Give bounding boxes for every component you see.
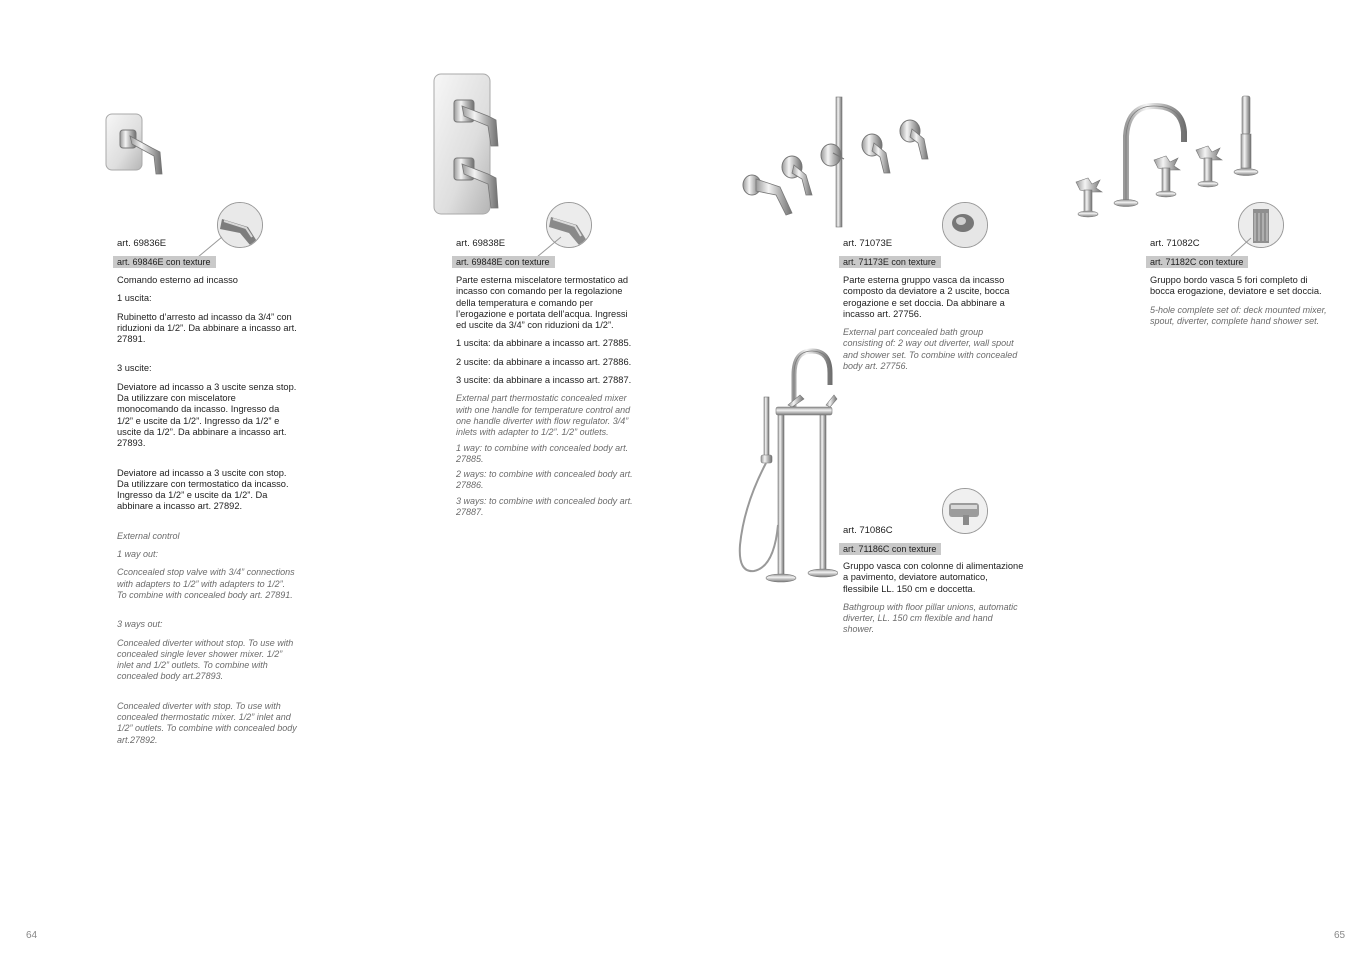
- product-image-71086c: [734, 345, 838, 590]
- texture-detail-icon: [942, 488, 988, 534]
- text-block: Parte esterna gruppo vasca da incasso composto da deviatore a 2 uscite, bocca erogazione e set doccia. Da abbinare a incasso art. 27756.: [843, 275, 1010, 319]
- text-block: Bathgroup with floor pillar unions, automatic diverter, LL. 150 cm flexible and hand shower.: [843, 601, 1018, 635]
- description-it: [843, 561, 1025, 643]
- page-number-left: 64: [26, 930, 38, 941]
- article-number: art. 69838E: [456, 238, 506, 249]
- article-number: art. 71086C: [843, 525, 893, 536]
- text-block: 3 ways: to combine with concealed body art. 27887.: [456, 495, 633, 518]
- text-block: 2 uscite: da abbinare a incasso art. 27886.: [456, 356, 632, 367]
- text-block: Parte esterna miscelatore termostatico ad incasso con comando per la regolazione della temperatura e comando per l’erogazione e portata dell’acqua. Ingressi ed uscite da 3/4” con riduzioni da 1/2”.: [456, 275, 629, 331]
- text-block: 1 uscita: da abbinare a incasso art. 27885.: [456, 338, 632, 349]
- text-block: 1 way: to combine with concealed body art. 27885.: [456, 442, 629, 464]
- text-block: External control: [117, 530, 180, 541]
- description-it: [456, 275, 636, 525]
- text-block: 3 uscite:: [117, 363, 152, 374]
- text-block: Rubinetto d’arresto ad incasso da 3/4” con riduzioni da 1/2”. Da abbinare a incasso art. 27891.: [117, 311, 297, 345]
- text-block: Concealed diverter with stop. To use with concealed thermostatic mixer. 1/2” inlet and 1/2” outlets. To combine with concealed body art.27892.: [117, 700, 297, 745]
- description-it: [1150, 275, 1330, 334]
- text-block: Concealed diverter without stop. To use with concealed single lever shower mixer. 1/2” inlet and 1/2” outlets. To combine with concealed body art.27893.: [117, 637, 294, 682]
- callout-line: [1228, 236, 1254, 258]
- text-block: 2 ways: to combine with concealed body art. 27886.: [456, 469, 633, 491]
- texture-article-badge: art. 71186C con texture: [839, 543, 941, 555]
- article-number: art. 71073E: [843, 238, 893, 249]
- product-image-69836e: [100, 108, 170, 180]
- texture-article-badge: art. 69848E con texture: [452, 256, 555, 268]
- text-block: Gruppo vasca con colonne di alimentazione a pavimento, deviatore automatico, flessibile LL. 150 cm e doccetta.: [843, 561, 1024, 594]
- text-block: 3 ways out:: [117, 619, 163, 630]
- text-block: Gruppo bordo vasca 5 fori completo di bocca erogazione, deviatore e set doccia.: [1150, 275, 1322, 297]
- description-it: [843, 275, 1025, 379]
- text-block: 1 uscita:: [117, 293, 152, 304]
- text-block: Comando esterno ad incasso: [117, 275, 238, 285]
- text-block: 5-hole complete set of: deck mounted mixer, spout, diverter, complete hand shower set.: [1150, 304, 1327, 326]
- texture-article-badge: art. 71173E con texture: [839, 256, 941, 268]
- text-block: Cconcealed stop valve with 3/4” connections with adapters to 1/2” with adapters to 1/2”. To combine with concealed body art. 27891.: [117, 567, 295, 600]
- product-image-71073e: [740, 95, 940, 230]
- description-it: [117, 275, 297, 753]
- text-block: External part concealed bath group consisting of: 2 way out diverter, wall spout and shower set. To combine with concealed body art. 27756.: [843, 327, 1018, 372]
- article-number: art. 69836E: [117, 238, 167, 249]
- texture-article-badge: art. 69846E con texture: [113, 256, 216, 268]
- page-number-right: 65: [1334, 930, 1346, 941]
- text-block: External part thermostatic concealed mixer with one handle for temperature control and one handle diverter with flow regulator. 3/4” inlets with adapter to 1/2”. 1/2” outlets.: [456, 393, 631, 438]
- product-image-71082c: [1068, 92, 1264, 222]
- product-image-69838e: [428, 70, 508, 218]
- text-block: Deviatore ad incasso a 3 uscite senza stop. Da utilizzare con miscelatore monocomando da incasso. Ingresso da 1/2” e uscite da 1/2”. Ingresso da 1/2” e uscite da 1/2”. Da abbinare a incasso art. 27893.: [117, 381, 297, 449]
- text-block: 1 way out:: [117, 549, 159, 560]
- texture-detail-icon: [942, 202, 988, 248]
- texture-article-badge: art. 71182C con texture: [1146, 256, 1248, 268]
- article-number: art. 71082C: [1150, 238, 1200, 249]
- text-block: Deviatore ad incasso a 3 uscite con stop. Da utilizzare con termostatico da incasso. Ingresso da 1/2” e uscite da 1/2”. Da abbinare a incasso art. 27892.: [117, 467, 289, 512]
- text-block: 3 uscite: da abbinare a incasso art. 27887.: [456, 375, 632, 386]
